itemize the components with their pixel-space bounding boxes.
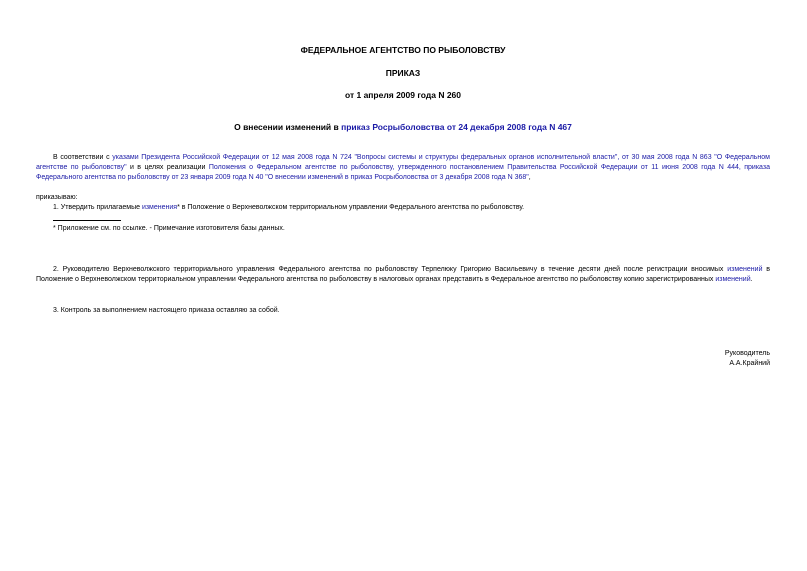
doc-type: ПРИКАЗ <box>385 68 421 78</box>
item-1 <box>53 203 524 213</box>
subject-link[interactable]: приказ Росрыболовства от 24 декабря 2008 года N 467 <box>341 122 572 132</box>
preamble-text-1: В соответствии с <box>53 154 113 161</box>
footnote-divider <box>53 220 121 221</box>
doc-subject <box>36 122 770 133</box>
item-2-text-1: 2. Руководителю Верхневолжского территориального управления Федерального агентства по рыболовству Терпелюку Григорию Васильевичу в течение десяти дней после регистрации вносимых <box>53 266 728 273</box>
item-3: 3. Контроль за выполнением настоящего приказа оставляю за собой. <box>53 307 280 314</box>
doc-date-number: от 1 апреля 2009 года N 260 <box>344 90 462 100</box>
signature-title: Руководитель <box>724 350 770 357</box>
footnote: * Приложение см. по ссылке. - Примечание изготовителя базы данных. <box>53 225 285 232</box>
signature-name: А.А.Крайний <box>729 360 770 367</box>
item-2 <box>36 265 770 285</box>
preamble-text-3: , <box>528 174 531 181</box>
preamble-paragraph <box>36 153 770 183</box>
item-1-text-2: * в Положение о Верхневолжском территориальном управлении Федерального агентства по рыболовству. <box>177 204 525 211</box>
item-1-text-1: 1. Утвердить прилагаемые <box>53 204 142 211</box>
subject-prefix: О внесении изменений в <box>234 122 342 132</box>
item-2-text-2: в Положение о Верхневолжском территориальном управлении Федерального агентства по рыболовству в налоговых органах представить в Федеральное агентство по рыболовству копию зарегистрированных <box>36 266 770 283</box>
preamble-text-2: и в целях реализации <box>126 164 209 171</box>
regulation-link[interactable]: Положения о Федеральном агентстве по рыболовству, утвержденного постановлением Правительства Российской Федерации от 11 июня 2008 года N 444, приказа Федерального агентства по рыболовству от 23 января 2009 года N 40 "О внесении изменений в приказ Росрыболовства от 3 декабря 2008 года N 368" <box>36 164 770 181</box>
item-2-amendments-link-2[interactable]: изменений <box>715 276 751 283</box>
amendments-link[interactable]: изменения <box>141 204 178 211</box>
document-page <box>36 0 770 571</box>
item-2-text-3: . <box>750 276 753 283</box>
presidential-decrees-link[interactable]: указами Президента Российской Федерации от 12 мая 2008 года N 724 "Вопросы системы и структуры федеральных органов исполнительной власти", от 30 мая 2008 года N 863 "О Федеральном агентстве по рыболовству" <box>36 154 770 171</box>
agency-title: ФЕДЕРАЛЬНОЕ АГЕНТСТВО ПО РЫБОЛОВСТВУ <box>300 45 506 55</box>
item-2-amendments-link-1[interactable]: изменений <box>727 266 763 273</box>
order-word: приказываю: <box>36 194 78 201</box>
